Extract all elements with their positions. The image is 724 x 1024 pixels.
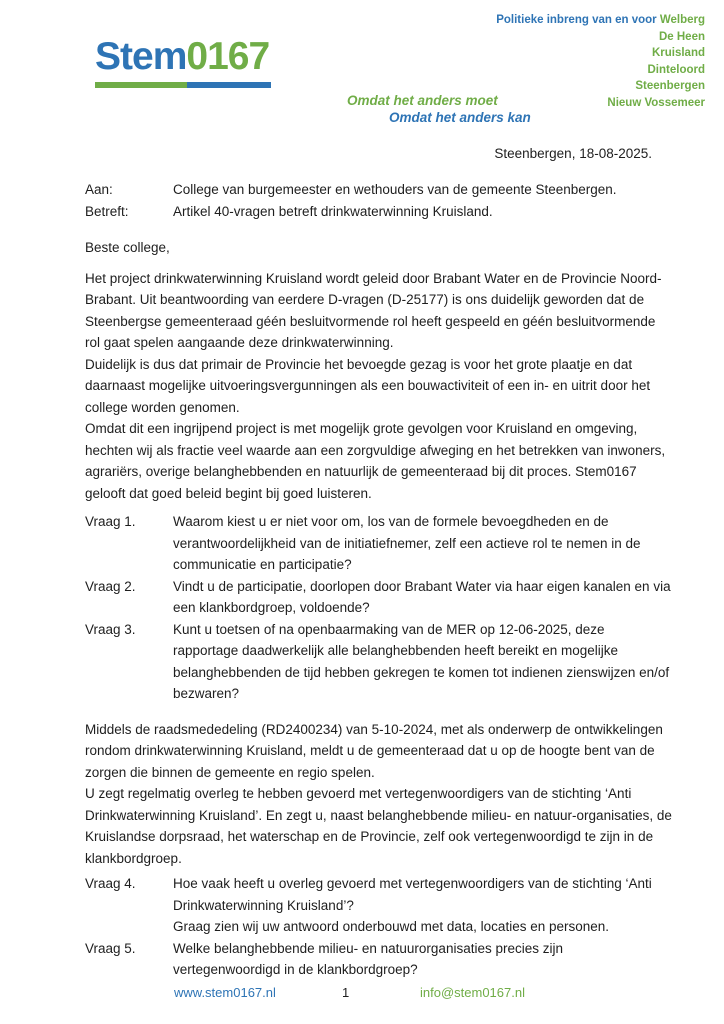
subject-label: Betreft: bbox=[85, 203, 129, 219]
letter-body bbox=[85, 179, 673, 981]
village-item: Dinteloord bbox=[647, 63, 705, 76]
question-text: Kunt u toetsen of na openbaarmaking van de MER op 12-06-2025, deze rapportage daadwerkelijk alle belanghebbenden heeft bereikt en mogelijke belanghebbenden de tijd hebben gekregen te komen tot indienen zienswijzen en/of bezwaren? bbox=[173, 621, 670, 701]
question-row-5 bbox=[85, 938, 673, 981]
tagline-line-1: Omdat het anders moet bbox=[347, 93, 498, 108]
intro-paragraph: Duidelijk is dus dat primair de Provincie het bevoegde gezag is voor het grote plaatje en dat daarnaast mogelijke uitvoeringsvergunningen als een bouwactiviteit of een in- en uitrit door het college worden genomen. bbox=[85, 356, 651, 415]
question-row-1 bbox=[85, 511, 673, 576]
intro-paragraph: Omdat dit een ingrijpend project is met mogelijk grote gevolgen voor Kruisland en omgeving, hechten wij als fractie veel waarde aan een zorgvuldige afweging en het betrekken van inwoners, agrariërs, overige belanghebbenden en natuurlijk de gemeenteraad bij dit proces. Stem0167 gelooft dat goed beleid begint bij goed luisteren. bbox=[85, 421, 666, 501]
page-footer bbox=[0, 985, 724, 1005]
question-text: Vindt u de participatie, doorlopen door Brabant Water via haar eigen kanalen en via een klankbordgroep, voldoende? bbox=[173, 578, 671, 615]
village-item: De Heen bbox=[658, 30, 705, 43]
tagline-line-2: Omdat het anders kan bbox=[389, 110, 531, 125]
date-line: Steenbergen, 18-08-2025. bbox=[494, 146, 652, 161]
email-link[interactable]: info@stem0167.nl bbox=[420, 985, 525, 1000]
recipient-value: College van burgemeester en wethouders van de gemeente Steenbergen. bbox=[173, 182, 617, 197]
tagline bbox=[347, 92, 531, 126]
logo-underline-bar bbox=[95, 82, 271, 88]
question-text-line-2: Graag zien wij uw antwoord onderbouwd met data, locaties en personen. bbox=[173, 919, 610, 934]
question-label: Vraag 2. bbox=[85, 578, 136, 594]
intro-paragraph: Het project drinkwaterwinning Kruisland wordt geleid door Brabant Water en de Provincie Noord-Brabant. Uit beantwoording van eerdere D-vragen (D-25177) is ons duidelijk geworden dat de Steenbergse gemeenteraad géén besluitvormende rol heeft gespeeld en géén besluitvormende rol gaat spelen aangaande deze drinkwaterwinning. bbox=[85, 270, 662, 350]
intro-section bbox=[85, 268, 673, 505]
middle-paragraph: Middels de raadsmededeling (RD2400234) van 5-10-2024, met als onderwerp de ontwikkelingen rondom drinkwaterwinning Kruisland, meldt u de gemeenteraad dat u op de hoogte bent van de zorgen die binnen de gemeente en regio spelen. bbox=[85, 721, 663, 780]
page-number: 1 bbox=[342, 985, 350, 1000]
question-row-4 bbox=[85, 873, 673, 938]
question-row-2 bbox=[85, 576, 673, 619]
website-link[interactable]: www.stem0167.nl bbox=[174, 985, 276, 1000]
salutation: Beste college, bbox=[85, 240, 170, 255]
subject-value: Artikel 40-vragen betreft drinkwaterwinning Kruisland. bbox=[173, 203, 493, 219]
region-line bbox=[496, 12, 705, 29]
question-text-line-1: Hoe vaak heeft u overleg gevoerd met vertegenwoordigers van de stichting ‘Anti Drinkwaterwinning Kruisland’? bbox=[173, 876, 652, 913]
question-label: Vraag 3. bbox=[85, 621, 136, 637]
question-label: Vraag 1. bbox=[85, 514, 136, 529]
middle-paragraph: U zegt regelmatig overleg te hebben gevoerd met vertegenwoordigers van de stichting ‘Anti Drinkwaterwinning Kruisland’. En zegt u, naast belanghebbende milieu- en natuur-organisaties, de Kruislandse dorpsraad, het waterschap en de Provincie, zelf ook vertegenwoordigd te zijn in de klankbordgroep. bbox=[85, 786, 672, 866]
middle-section bbox=[85, 719, 673, 870]
village-item: Kruisland bbox=[651, 47, 705, 59]
questions-block-2 bbox=[85, 873, 673, 981]
question-label: Vraag 5. bbox=[85, 940, 136, 956]
question-text bbox=[173, 873, 673, 938]
subject-row bbox=[85, 201, 673, 223]
logo-text-stem: Stem bbox=[95, 35, 187, 78]
question-label: Vraag 4. bbox=[85, 876, 136, 891]
question-row-3 bbox=[85, 619, 673, 705]
region-prefix: Politieke inbreng van en voor bbox=[496, 14, 657, 26]
village-item: Steenbergen bbox=[635, 80, 705, 92]
question-text: Welke belanghebbende milieu- en natuurorganisaties precies zijn vertegenwoordigd in de klankbordgroep? bbox=[173, 940, 563, 977]
questions-block-1 bbox=[85, 511, 673, 705]
logo-underline-green-segment bbox=[95, 82, 187, 88]
logo-text-0167: 0167 bbox=[186, 35, 270, 78]
village-welberg: Welberg bbox=[659, 14, 705, 26]
recipient-label: Aan: bbox=[85, 182, 113, 197]
logo-wordmark bbox=[95, 36, 271, 79]
logo-underline-blue-segment bbox=[187, 82, 271, 88]
question-text: Waarom kiest u er niet voor om, los van de formele bevoegdheden en de verantwoordelijkheid van de initiatiefnemer, zelf een actieve rol te nemen in de communicatie en participatie? bbox=[173, 514, 641, 572]
village-item: Nieuw Vossemeer bbox=[607, 96, 705, 109]
stem0167-logo bbox=[95, 36, 271, 88]
recipient-row bbox=[85, 179, 673, 201]
